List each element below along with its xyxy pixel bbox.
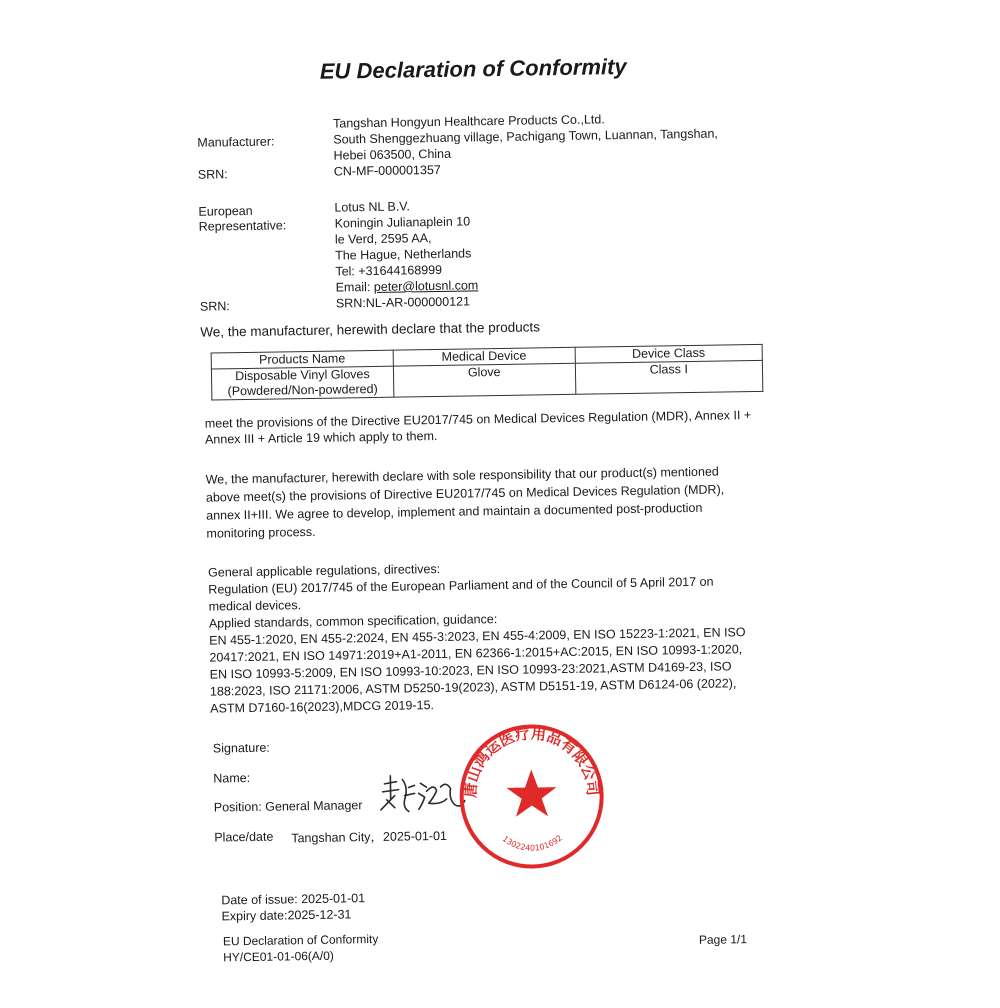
position-text: Position: General Manager: [213, 798, 363, 815]
product-name-line2: (Powdered/Non-powdered): [227, 381, 378, 399]
cell-medical-device: Glove: [393, 363, 575, 397]
column-header-device-class: Device Class: [575, 344, 763, 363]
place-date-label: Place/date: [214, 829, 274, 845]
representative-label-line2: Representative:: [198, 218, 287, 234]
manufacturer-label: Manufacturer:: [197, 134, 275, 150]
representative-srn-label: SRN:: [199, 299, 230, 314]
standards-line5: ASTM D7160-16(2023),MDCG 2019-15.: [210, 698, 435, 716]
representative-email-link[interactable]: peter@lotusnl.com: [373, 278, 479, 294]
representative-email-row: [336, 278, 479, 296]
representative-label-line1: European: [198, 203, 253, 219]
regulations-line4: Applied standards, common specification, guidance:: [208, 612, 498, 631]
cell-device-class: Class I: [575, 360, 763, 394]
footer-doc-code: HY/CE01-01-06(A/0): [223, 948, 334, 965]
representative-address-line1: Koningin Julianaplein 10: [334, 214, 471, 231]
regulations-line1: General applicable regulations, directives:: [207, 561, 441, 580]
regulations-line2: Regulation (EU) 2017/745 of the European Parliament and of the Council of 5 April 2017 on: [208, 574, 714, 597]
page-number: Page 1/1: [698, 932, 748, 947]
manufacturer-address-line1: South Shenggezhuang village, Pachigang Town, Luannan, Tangshan,: [333, 126, 718, 147]
representative-address-line2: le Verd, 2595 AA,: [334, 231, 432, 247]
representative-email-label: Email:: [335, 280, 371, 295]
representative-tel: Tel: +31644168999: [335, 262, 443, 279]
responsibility-line1: We, the manufacturer, herewith declare with sole responsibility that our product(s) mentioned: [205, 464, 719, 487]
representative-address-line3: The Hague, Netherlands: [335, 246, 472, 263]
responsibility-line4: monitoring process.: [206, 524, 316, 541]
responsibility-line3: annex II+III. We agree to develop, implement and maintain a documented post-production: [206, 500, 703, 523]
expiry-date: Expiry date:2025-12-31: [221, 907, 352, 924]
column-header-products-name: Products Name: [211, 350, 393, 369]
manufacturer-address-line2: Hebei 063500, China: [333, 146, 452, 163]
manufacturer-name: Tangshan Hongyun Healthcare Products Co.,Ltd.: [332, 112, 605, 131]
seal-number: 1302240101692: [500, 833, 565, 853]
company-seal: [455, 720, 607, 872]
svg-text:1302240101692: [501, 833, 565, 853]
column-header-medical-device: Medical Device: [393, 347, 575, 366]
representative-name: Lotus NL B.V.: [334, 199, 411, 215]
regulations-line3: medical devices.: [208, 598, 302, 614]
footer-doc-title: EU Declaration of Conformity: [222, 931, 379, 949]
manufacturer-srn: CN-MF-000001357: [333, 162, 441, 179]
signature-label: Signature:: [212, 740, 270, 756]
standards-line2: 20417:2021, EN ISO 14971:2019+A1-2011, EN 62366-1:2015+AC:2015, EN ISO 10993-1:2020,: [209, 642, 743, 665]
document-title: EU Declaration of Conformity: [319, 53, 627, 84]
standards-line4: 188:2023, ISO 21171:2006, ASTM D5250-19(2023), ASTM D5151-19, ASTM D6124-06 (2022),: [209, 676, 737, 699]
declaration-intro: We, the manufacturer, herewith declare that the products: [200, 319, 541, 340]
date-of-issue: Date of issue: 2025-01-01: [221, 891, 366, 908]
products-table: [211, 344, 764, 401]
provisions-line1: meet the provisions of the Directive EU2017/745 on Medical Devices Regulation (MDR), Annex II +: [204, 408, 752, 431]
manufacturer-srn-label: SRN:: [197, 167, 228, 182]
standards-line3: EN ISO 10993-5:2009, EN ISO 10993-10:2023, EN ISO 10993-23:2021,ASTM D4169-23, ISO: [209, 659, 732, 682]
standards-line1: EN 455-1:2020, EN 455-2:2024, EN 455-3:2023, EN 455-4:2009, EN ISO 15223-1:2021, EN ISO: [209, 625, 746, 648]
seal-company-text: 唐山鸿运医疗用品有限公司: [461, 724, 603, 799]
place-date-value: Tangshan City，2025-01-01: [291, 828, 448, 846]
representative-srn: SRN:NL-AR-000000121: [335, 294, 471, 311]
product-name-line1: Disposable Vinyl Gloves: [235, 367, 370, 384]
responsibility-line2: above meet(s) the provisions of Directive EU2017/745 on Medical Devices Regulation (MDR),: [205, 482, 725, 505]
name-label: Name:: [213, 770, 251, 786]
cell-products-name: [211, 366, 393, 400]
provisions-line2: Annex III + Article 19 which apply to them.: [204, 428, 438, 447]
